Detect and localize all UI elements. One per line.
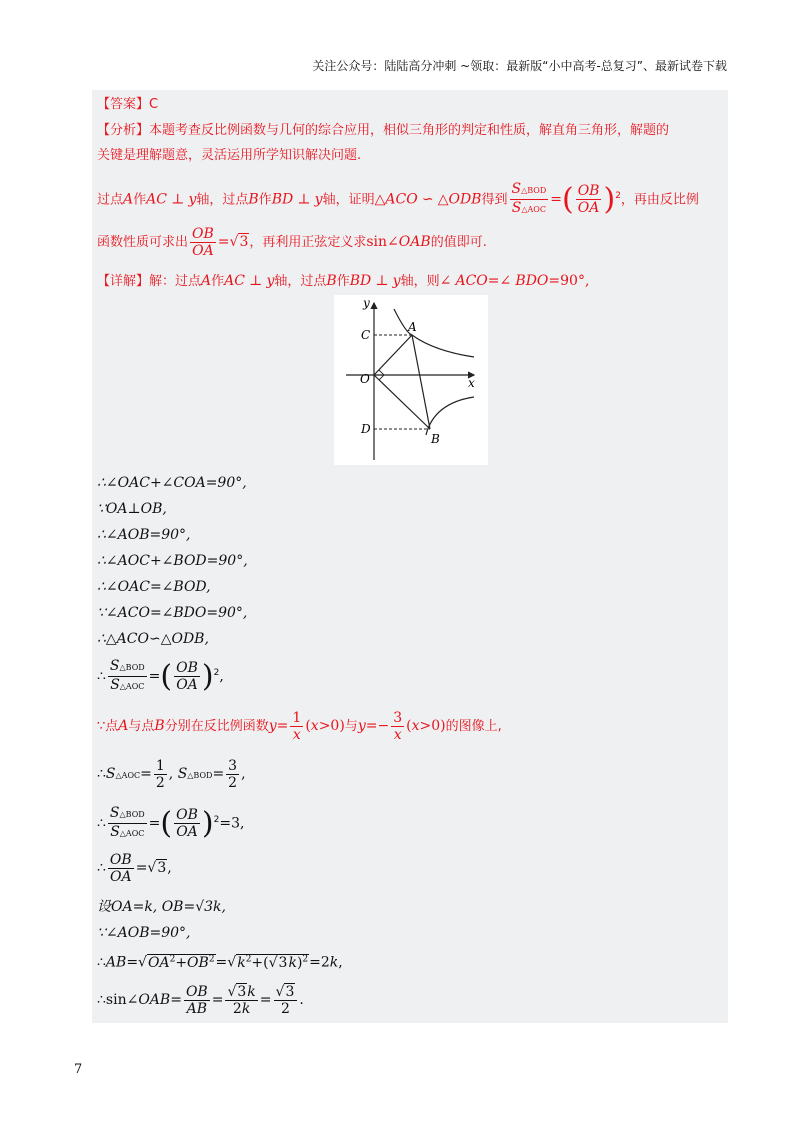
detail-line-1: 【详解】解：过点A作AC ⊥ y轴，过点B作BD ⊥ y轴，则∠ ACO=∠ BDO=90°, (97, 273, 590, 289)
step-3: ∴∠AOB=90°, (97, 527, 191, 543)
step-14: ∵∠AOB=90°, (97, 925, 191, 941)
label-x: x (468, 376, 475, 390)
step-4: ∴∠AOC+∠BOD=90°, (97, 553, 248, 569)
analysis-line-4: 函数性质可求出 $\frac{OB}{OA}$ =√3，再利用正弦定义求sin∠OAB的值即可. (97, 226, 487, 259)
answer-line (97, 96, 158, 114)
label-b: B (431, 432, 440, 446)
answer-tag: 【答案】 (97, 97, 150, 112)
label-a: A (408, 320, 417, 334)
coordinate-diagram (334, 295, 488, 465)
step-10: ∴S△AOC= $\frac{1}{2}$ , S△BOD= $\frac{3}{2}$ , (97, 758, 246, 791)
step-15: $\therefore AB=√OA^2+OB^2=√k^2+(√3k)^2=2k$, (97, 954, 343, 971)
analysis-line-2: 关键是理解题意，灵活运用所学知识解决问题. (97, 148, 362, 163)
curve-positive (394, 309, 474, 357)
step-5: ∴∠OAC=∠BOD, (97, 579, 211, 595)
label-o: O (360, 372, 370, 386)
analysis-line-3: 过点A作AC ⊥ y轴，过点B作BD ⊥ y轴，证明△ACO ∽ △ODB得到 $\frac{\text{S△BOD}}{\text{S△AOC}}$ =( $\frac{OB}{OA}$ )$^2$，再由反比例 (97, 181, 699, 217)
step-2: ∵OA⊥OB, (97, 501, 167, 517)
step-7: ∴△ACO∽△ODB, (97, 631, 209, 647)
step-6: ∵∠ACO=∠BDO=90°, (97, 605, 248, 621)
label-d: D (361, 422, 371, 436)
step-9: ∵点A与点B分别在反比例函数y= $\frac{1}{x}$ (x>0)与y=− $\frac{3}{x}$ (x>0)的图像上, (97, 710, 502, 743)
step-13: 设OA=k, OB=√3k, (97, 899, 226, 915)
step-1: ∴∠OAC+∠COA=90°, (97, 475, 247, 491)
step-11: ∴ $\frac{\text{S△BOD}}{\text{S△AOC}}$ =( $\frac{OB}{OA}$ )$^2$=3, (97, 805, 245, 841)
analysis-line-1: 【分析】本题考查反比例函数与几何的综合应用，相似三角形的判定和性质，解直角三角形，解题的 (97, 123, 670, 138)
step-16: ∴sin∠OAB= $\frac{OB}{AB}$ = $\frac{√3k}{2k}$ = $\frac{√3}{2}$ . (97, 984, 304, 1017)
step-12: ∴ $\frac{OB}{OA}$ =√3, (97, 852, 172, 885)
segment-oa (374, 335, 412, 375)
geometry-figure (334, 295, 488, 465)
curve-negative (426, 397, 474, 435)
label-c: C (361, 328, 371, 342)
label-y: y (363, 296, 370, 310)
analysis-tag: 【分析】 (97, 123, 150, 138)
step-8: ∴ $\frac{\text{S△BOD}}{\text{S△AOC}}$ =( $\frac{OB}{OA}$ )$^2$, (97, 658, 224, 694)
page-header: 关注公众号：陆陆高分冲刺 ~领取：最新版“小中高考-总复习”、最新试卷下载 (312, 59, 727, 73)
page-number: 7 (74, 1062, 83, 1077)
detail-tag: 【详解】 (97, 274, 150, 289)
answer-value: C (149, 97, 159, 112)
